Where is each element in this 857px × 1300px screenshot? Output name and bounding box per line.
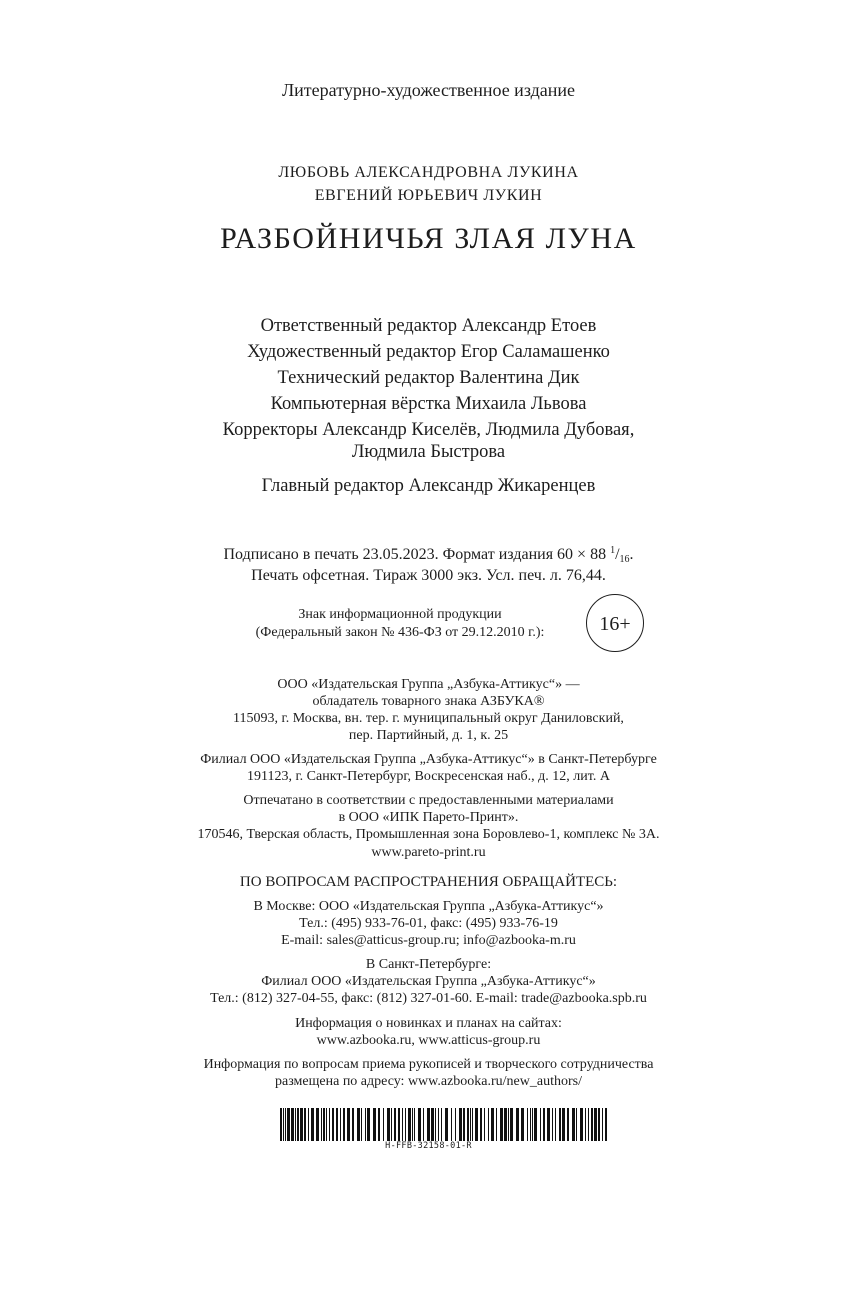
barcode-bar — [383, 1108, 384, 1141]
distribution-spb-1: В Санкт-Петербурге: — [365, 957, 492, 972]
printer-line-3: 170546, Тверская область, Промышленная зона Боровлево-1, комплекс № 3А. — [197, 827, 660, 842]
barcode-bar — [496, 1108, 497, 1141]
distribution-moscow-3: E-mail: sales@atticus-group.ru; info@azbooka-m.ru — [281, 933, 576, 948]
barcode-bar — [332, 1108, 334, 1141]
barcode-bar — [605, 1108, 607, 1141]
barcode-bar — [412, 1108, 413, 1141]
barcode-bar — [394, 1108, 396, 1141]
age-sign-line-2: (Федеральный закон № 436-ФЗ от 29.12.2010 г.): — [255, 625, 545, 640]
barcode-bar — [588, 1108, 589, 1141]
barcode-bar — [280, 1108, 282, 1141]
barcode-bar — [602, 1108, 603, 1141]
barcode-bar — [459, 1108, 462, 1141]
barcode — [280, 1108, 610, 1141]
chief-editor: Главный редактор Александр Жикаренцев — [261, 476, 596, 496]
barcode-bar — [559, 1108, 561, 1141]
barcode-bar — [480, 1108, 482, 1141]
barcode-bar — [534, 1108, 537, 1141]
barcode-bar — [567, 1108, 569, 1141]
barcode-bar — [423, 1108, 424, 1141]
distribution-moscow-2: Тел.: (495) 933-76-01, факс: (495) 933-76-19 — [299, 916, 558, 931]
format-fraction-numerator: 1 — [610, 545, 616, 556]
barcode-bar — [540, 1108, 541, 1141]
barcode-bar — [576, 1108, 577, 1141]
barcode-bar — [543, 1108, 545, 1141]
manuscripts-line-2: размещена по адресу: www.azbooka.ru/new_authors/ — [275, 1074, 582, 1089]
barcode-bar — [343, 1108, 345, 1141]
barcode-bar — [336, 1108, 338, 1141]
print-run-line: Печать офсетная. Тираж 3000 экз. Усл. печ. л. 76,44. — [251, 567, 606, 584]
barcode-bar — [500, 1108, 503, 1141]
proofreaders-line-1: Корректоры Александр Киселёв, Людмила Дубовая, — [222, 420, 635, 440]
age-sign-line-1: Знак информационной продукции — [298, 607, 502, 622]
barcode-bar — [340, 1108, 341, 1141]
barcode-bar — [510, 1108, 513, 1141]
format-fraction-slash: / — [615, 546, 620, 563]
barcode-bar — [427, 1108, 430, 1141]
barcode-bar — [387, 1108, 390, 1141]
distribution-moscow-1: В Москве: ООО «Издательская Группа „Азбука-Аттикус“» — [253, 899, 604, 914]
barcode-bar — [361, 1108, 362, 1141]
print-format-line — [0, 545, 857, 565]
publisher-line-3: 115093, г. Москва, вн. тер. г. муниципальный округ Даниловский, — [233, 711, 624, 726]
barcode-bar — [291, 1108, 294, 1141]
distribution-spb-3: Тел.: (812) 327-04-55, факс: (812) 327-01-60. E-mail: trade@azbooka.spb.ru — [210, 991, 647, 1006]
barcode-bar — [365, 1108, 366, 1141]
barcode-bar — [580, 1108, 583, 1141]
barcode-bar — [414, 1108, 415, 1141]
branch-line-2: 191123, г. Санкт-Петербург, Воскресенская наб., д. 12, лит. А — [247, 769, 610, 784]
tech-editor: Технический редактор Валентина Дик — [277, 368, 580, 388]
barcode-bar — [488, 1108, 489, 1141]
news-line-2: www.azbooka.ru, www.atticus-group.ru — [316, 1033, 541, 1048]
barcode-bar — [408, 1108, 411, 1141]
print-format-text: Подписано в печать 23.05.2023. Формат издания 60 × 88 — [223, 546, 611, 563]
barcode-bar — [438, 1108, 439, 1141]
barcode-bar — [357, 1108, 360, 1141]
barcode-bar — [594, 1108, 597, 1141]
barcode-bar — [472, 1108, 473, 1141]
barcode-bar — [398, 1108, 400, 1141]
barcode-bar — [470, 1108, 471, 1141]
barcode-bar — [287, 1108, 290, 1141]
barcode-bar — [530, 1108, 531, 1141]
barcode-bar — [326, 1108, 327, 1141]
publisher-line-2: обладатель товарного знака АЗБУКА® — [312, 694, 545, 709]
printer-line-4: www.pareto-print.ru — [371, 845, 486, 860]
barcode-bar — [418, 1108, 421, 1141]
barcode-bar — [591, 1108, 593, 1141]
barcode-bar — [508, 1108, 509, 1141]
barcode-bar — [585, 1108, 586, 1141]
branch-line-1: Филиал ООО «Издательская Группа „Азбука-Аттикус“» в Санкт-Петербурге — [200, 752, 657, 767]
proofreaders-line-2: Людмила Быстрова — [351, 442, 506, 462]
barcode-bar — [323, 1108, 325, 1141]
book-title: РАЗБОЙНИЧЬЯ ЗЛАЯ ЛУНА — [220, 222, 637, 255]
barcode-bar — [451, 1108, 452, 1141]
printer-line-2: в ООО «ИПК Парето-Принт». — [338, 810, 519, 825]
barcode-bar — [373, 1108, 376, 1141]
barcode-bar — [297, 1108, 299, 1141]
barcode-bar — [455, 1108, 456, 1141]
barcode-bar — [347, 1108, 350, 1141]
barcode-bar — [547, 1108, 550, 1141]
barcode-bar — [316, 1108, 319, 1141]
barcode-bar — [532, 1108, 533, 1141]
barcode-bar — [467, 1108, 469, 1141]
edition-type: Литературно-художественное издание — [281, 80, 576, 100]
barcode-caption: H-FFB-32158-01-R — [385, 1141, 472, 1151]
barcode-bar — [555, 1108, 556, 1141]
barcode-bar — [431, 1108, 434, 1141]
barcode-bar — [378, 1108, 380, 1141]
barcode-bar — [598, 1108, 600, 1141]
format-fraction-end: . — [629, 546, 634, 563]
layout-credit: Компьютерная вёрстка Михаила Львова — [270, 394, 587, 414]
barcode-bar — [572, 1108, 575, 1141]
barcode-bar — [435, 1108, 436, 1141]
distribution-heading: ПО ВОПРОСАМ РАСПРОСТРАНЕНИЯ ОБРАЩАЙТЕСЬ: — [239, 874, 618, 890]
barcode-bar — [445, 1108, 448, 1141]
barcode-bar — [463, 1108, 465, 1141]
barcode-bar — [283, 1108, 284, 1141]
age-rating-badge: 16+ — [586, 594, 644, 652]
format-fraction-denominator: 16 — [619, 554, 630, 565]
barcode-bar — [391, 1108, 392, 1141]
barcode-bar — [300, 1108, 303, 1141]
barcode-bar — [521, 1108, 524, 1141]
barcode-bar — [562, 1108, 565, 1141]
barcode-bar — [484, 1108, 485, 1141]
barcode-bar — [311, 1108, 314, 1141]
barcode-bar — [516, 1108, 519, 1141]
barcode-bar — [527, 1108, 528, 1141]
barcode-bar — [295, 1108, 296, 1141]
barcode-bar — [352, 1108, 354, 1141]
barcode-bar — [329, 1108, 330, 1141]
publisher-line-1: ООО «Издательская Группа „Азбука-Аттикус“» — — [277, 677, 580, 692]
responsible-editor: Ответственный редактор Александр Етоев — [260, 316, 597, 336]
barcode-bar — [367, 1108, 370, 1141]
barcode-bar — [285, 1108, 286, 1141]
distribution-spb-2: Филиал ООО «Издательская Группа „Азбука-Аттикус“» — [261, 974, 596, 989]
author-1: ЛЮБОВЬ АЛЕКСАНДРОВНА ЛУКИНА — [278, 164, 579, 181]
barcode-bar — [304, 1108, 306, 1141]
publisher-line-4: пер. Партийный, д. 1, к. 25 — [348, 728, 509, 743]
barcode-bar — [405, 1108, 406, 1141]
barcode-bar — [491, 1108, 494, 1141]
barcode-bar — [504, 1108, 507, 1141]
printer-line-1: Отпечатано в соответствии с предоставленными материалами — [243, 793, 614, 808]
barcode-bar — [552, 1108, 553, 1141]
barcode-bar — [308, 1108, 309, 1141]
author-2: ЕВГЕНИЙ ЮРЬЕВИЧ ЛУКИН — [314, 187, 543, 204]
news-line-1: Информация о новинках и планах на сайтах: — [295, 1016, 562, 1031]
age-sign-text — [230, 606, 570, 642]
barcode-bar — [475, 1108, 478, 1141]
barcode-bar — [402, 1108, 403, 1141]
barcode-bar — [321, 1108, 322, 1141]
art-editor: Художественный редактор Егор Саламашенко — [247, 342, 610, 362]
manuscripts-line-1: Информация по вопросам приема рукописей и творческого сотрудничества — [203, 1057, 654, 1072]
barcode-bar — [441, 1108, 442, 1141]
